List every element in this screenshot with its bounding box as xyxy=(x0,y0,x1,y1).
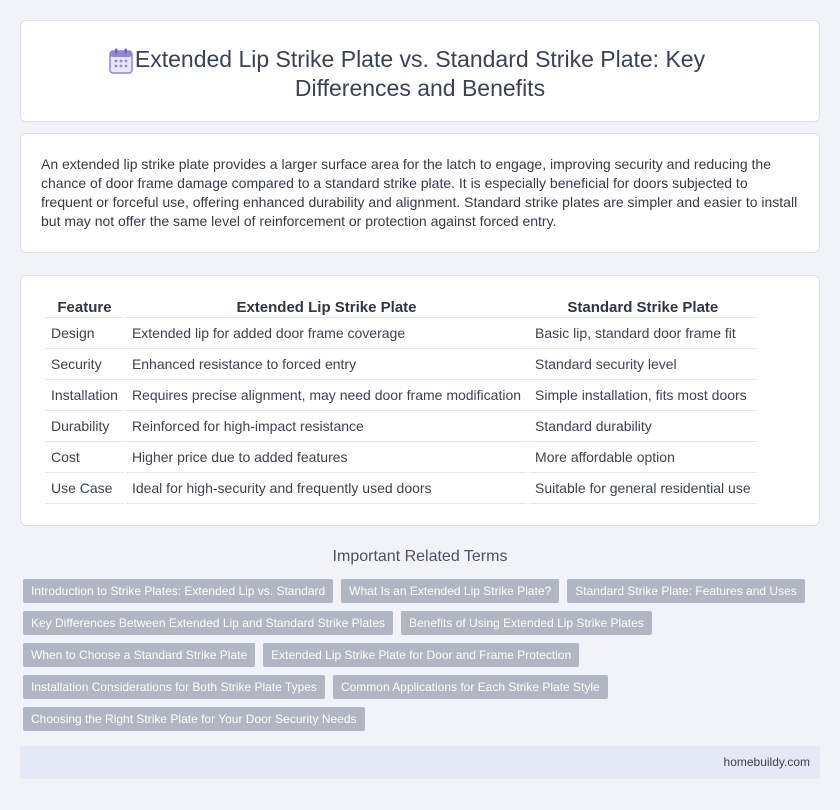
feature-cell: Installation xyxy=(45,380,124,411)
table-row xyxy=(45,380,757,411)
related-term-link[interactable]: What Is an Extended Lip Strike Plate? xyxy=(341,579,559,603)
table-row xyxy=(45,473,757,504)
page-title: Extended Lip Strike Plate vs. Standard Strike Plate: Key Differences and Benefits xyxy=(134,46,706,101)
related-term-link[interactable]: Installation Considerations for Both Strike Plate Types xyxy=(23,675,325,699)
column-header-feature: Feature xyxy=(45,298,124,318)
standard-cell: Basic lip, standard door frame fit xyxy=(529,318,757,349)
table-header-row xyxy=(45,298,757,318)
standard-cell: Suitable for general residential use xyxy=(529,473,757,504)
intro-card xyxy=(20,133,820,253)
title-card xyxy=(20,20,820,122)
column-header-standard: Standard Strike Plate xyxy=(529,298,757,318)
feature-cell: Security xyxy=(45,349,124,380)
footer xyxy=(20,746,820,779)
related-terms-list xyxy=(23,579,813,739)
feature-cell: Use Case xyxy=(45,473,124,504)
related-term-link[interactable]: Benefits of Using Extended Lip Strike Plates xyxy=(401,611,652,635)
related-term-link[interactable]: When to Choose a Standard Strike Plate xyxy=(23,643,255,667)
feature-cell: Design xyxy=(45,318,124,349)
related-term-link[interactable]: Choosing the Right Strike Plate for Your Door Security Needs xyxy=(23,707,365,731)
extended-cell: Requires precise alignment, may need door frame modification xyxy=(126,380,527,411)
table-row xyxy=(45,318,757,349)
extended-cell: Higher price due to added features xyxy=(126,442,527,473)
related-term-link[interactable]: Introduction to Strike Plates: Extended Lip vs. Standard xyxy=(23,579,333,603)
extended-cell: Extended lip for added door frame coverage xyxy=(126,318,527,349)
comparison-table xyxy=(43,298,759,504)
feature-cell: Cost xyxy=(45,442,124,473)
extended-cell: Reinforced for high-impact resistance xyxy=(126,411,527,442)
standard-cell: More affordable option xyxy=(529,442,757,473)
intro-paragraph: An extended lip strike plate provides a larger surface area for the latch to engage, improving security and reducing the chance of door frame damage compared to a standard strike plate. It is especially beneficial for doors subjected to frequent or forceful use, offering enhanced durability and alignment. Standard strike plates are simpler and easier to install but may not offer the same level of reinforcement or protection against forced entry. xyxy=(41,156,798,229)
column-header-extended: Extended Lip Strike Plate xyxy=(126,298,527,318)
standard-cell: Standard durability xyxy=(529,411,757,442)
related-terms-heading: Important Related Terms xyxy=(332,548,508,565)
comparison-card xyxy=(20,275,820,526)
related-term-link[interactable]: Key Differences Between Extended Lip and Standard Strike Plates xyxy=(23,611,393,635)
site-link[interactable]: homebuildy.com xyxy=(723,755,810,769)
standard-cell: Standard security level xyxy=(529,349,757,380)
extended-cell: Ideal for high-security and frequently used doors xyxy=(126,473,527,504)
related-term-link[interactable]: Standard Strike Plate: Features and Uses xyxy=(567,579,804,603)
table-row xyxy=(45,442,757,473)
extended-cell: Enhanced resistance to forced entry xyxy=(126,349,527,380)
related-term-link[interactable]: Extended Lip Strike Plate for Door and Frame Protection xyxy=(263,643,579,667)
standard-cell: Simple installation, fits most doors xyxy=(529,380,757,411)
feature-cell: Durability xyxy=(45,411,124,442)
related-term-link[interactable]: Common Applications for Each Strike Plate Style xyxy=(333,675,608,699)
table-row xyxy=(45,411,757,442)
table-row xyxy=(45,349,757,380)
